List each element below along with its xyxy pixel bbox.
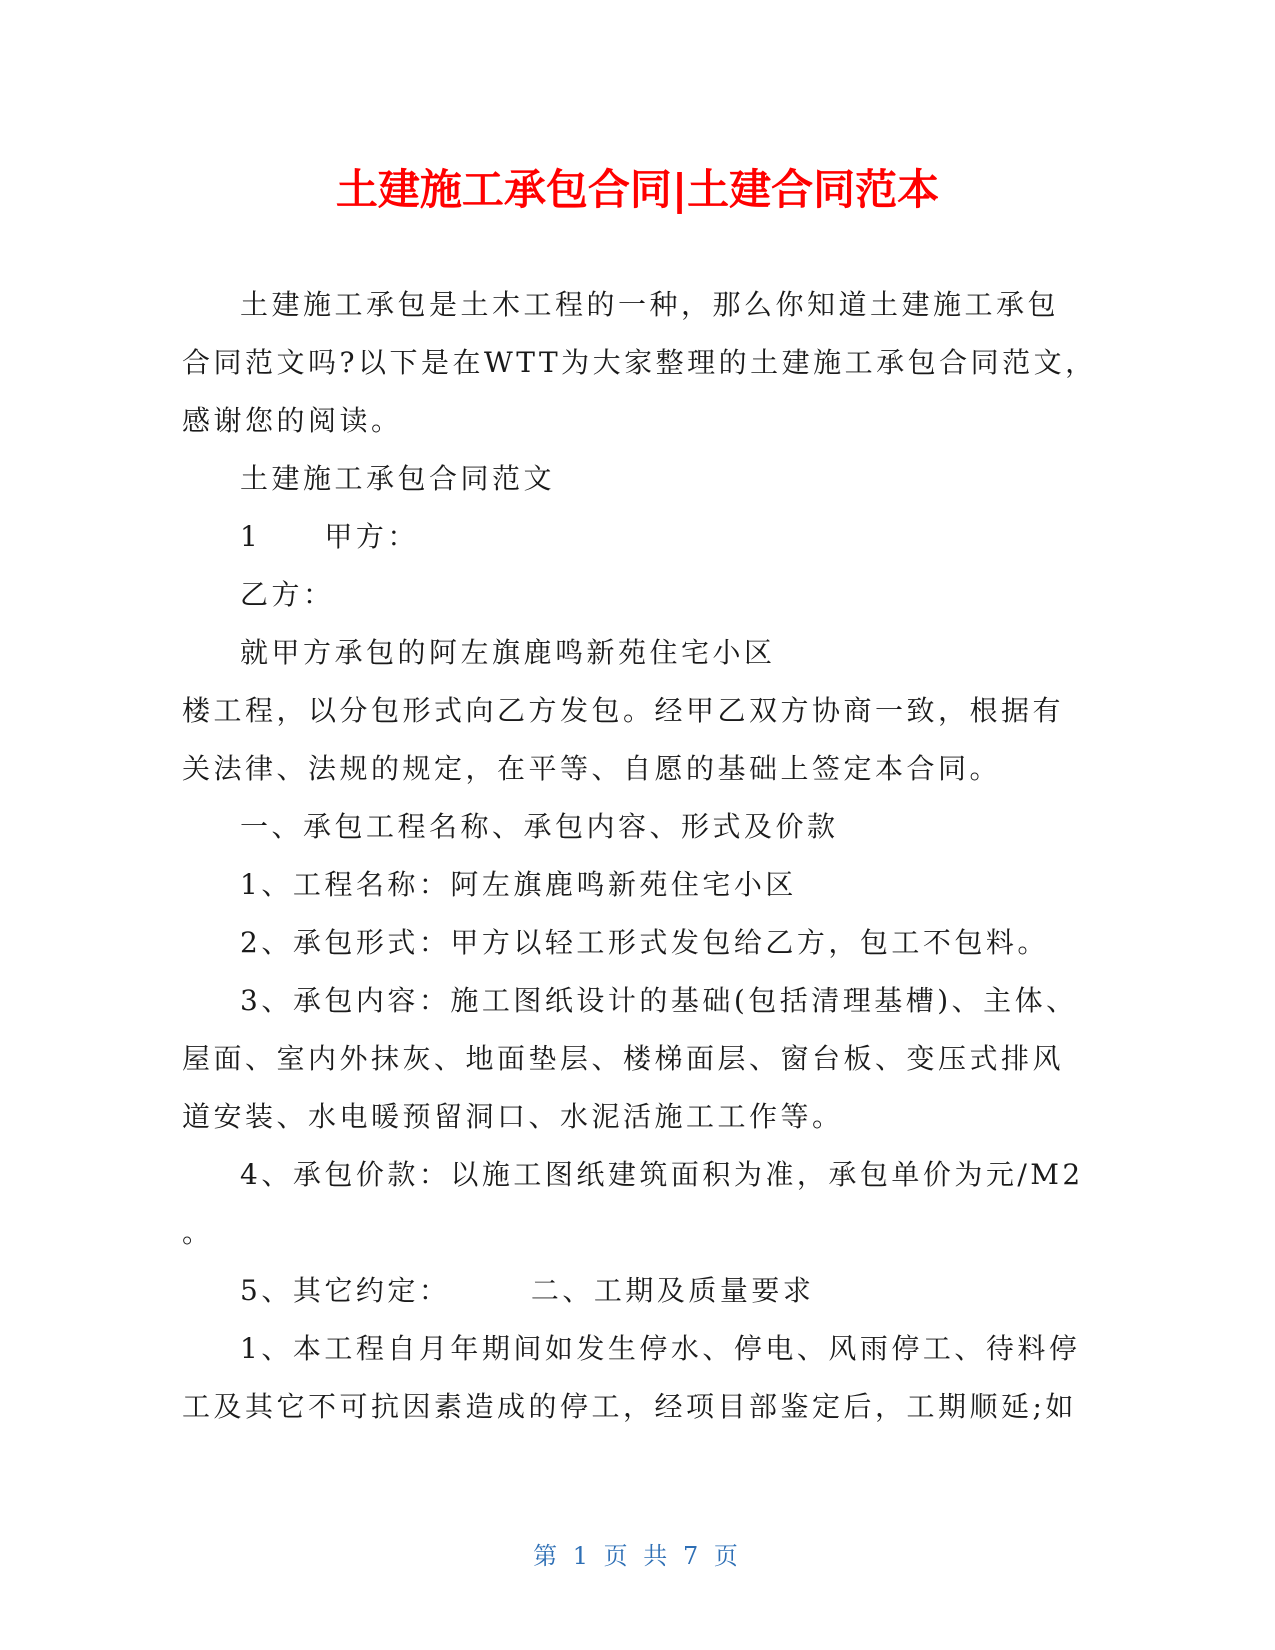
paragraph-line: 就甲方承包的阿左旗鹿鸣新苑住宅小区: [240, 636, 776, 669]
party-a-line: 1 甲方：: [240, 520, 419, 553]
paragraph-line: 工及其它不可抗因素造成的停工，经项目部鉴定后，工期顺延;如: [182, 1390, 1077, 1423]
paragraph-line: 关法律、法规的规定，在平等、自愿的基础上签定本合同。: [182, 752, 1002, 785]
clause-item: 2、承包形式：甲方以轻工形式发包给乙方，包工不包料。: [240, 926, 1049, 959]
clause-item: 1、工程名称：阿左旗鹿鸣新苑住宅小区: [240, 868, 797, 901]
page-number-footer: 第 1 页 共 7 页: [533, 1542, 742, 1570]
party-b-line: 乙方：: [240, 578, 335, 611]
clause-item: 3、承包内容：施工图纸设计的基础(包括清理基槽)、主体、: [240, 984, 1078, 1017]
paragraph-line: 土建施工承包是土木工程的一种，那么你知道土建施工承包: [240, 288, 1060, 321]
clause-heading: 一、承包工程名称、承包内容、形式及价款: [240, 810, 839, 843]
document-title: 土建施工承包合同|土建合同范本: [335, 165, 940, 214]
clause-item: 1、本工程自月年期间如发生停水、停电、风雨停工、待料停: [240, 1332, 1081, 1365]
paragraph-line: 。: [182, 1216, 214, 1249]
paragraph-line: 屋面、室内外抹灰、地面垫层、楼梯面层、窗台板、变压式排风: [182, 1042, 1065, 1075]
paragraph-line: 道安装、水电暖预留洞口、水泥活施工工作等。: [182, 1100, 844, 1133]
paragraph-line: 感谢您的阅读。: [182, 404, 403, 437]
clause-item: 5、其它约定： 二、工期及质量要求: [240, 1274, 815, 1307]
clause-item: 4、承包价款：以施工图纸建筑面积为准，承包单价为元/M2: [240, 1158, 1084, 1191]
paragraph-line: 合同范文吗?以下是在WTT为大家整理的土建施工承包合同范文，: [182, 346, 1097, 379]
paragraph-line: 楼工程，以分包形式向乙方发包。经甲乙双方协商一致，根据有: [182, 694, 1065, 727]
section-heading: 土建施工承包合同范文: [240, 462, 556, 495]
